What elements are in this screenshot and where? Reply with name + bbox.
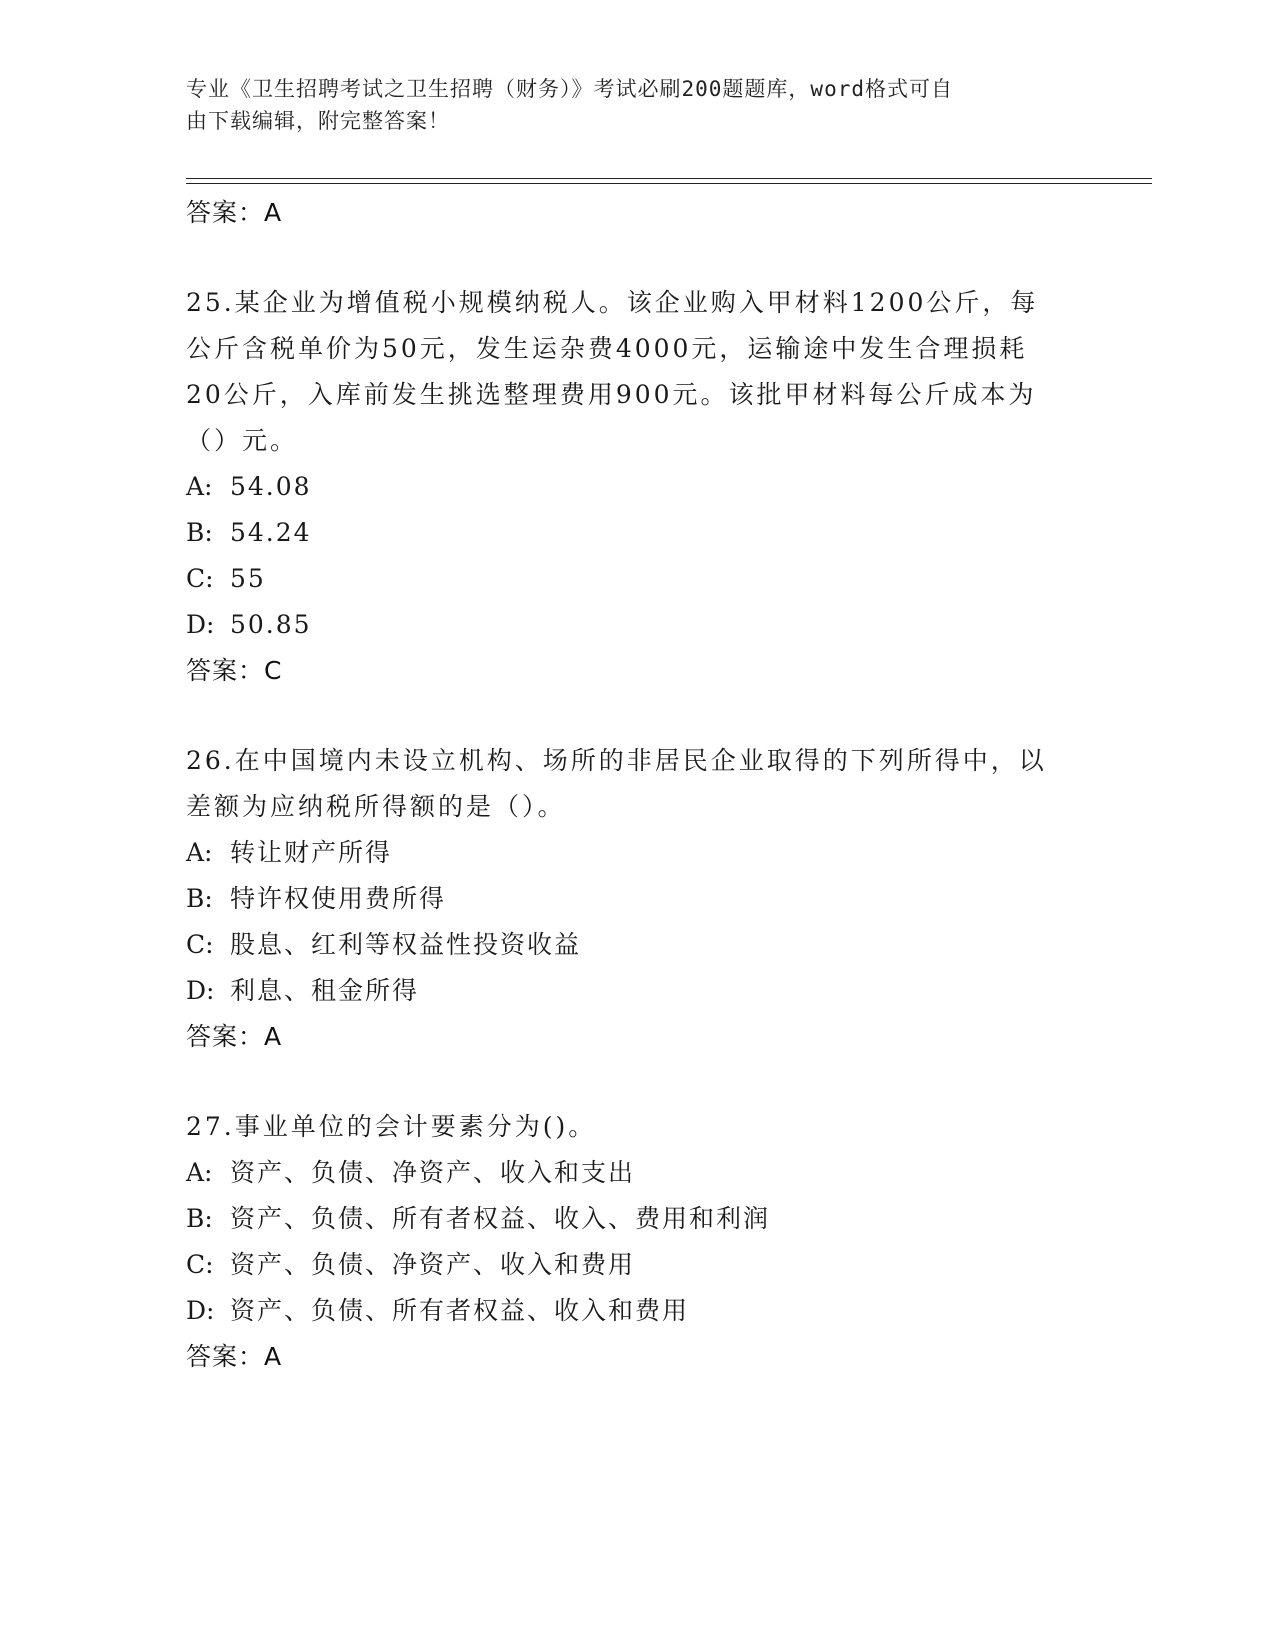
option-key: D: (186, 976, 215, 1005)
option-text: 资产、负债、所有者权益、收入、费用和利润 (230, 1204, 771, 1233)
option-key: B: (186, 1204, 213, 1233)
question-line: 25.某企业为增值税小规模纳税人。该企业购入甲材料1200公斤，每 (186, 288, 1039, 317)
option-c (186, 1242, 1086, 1288)
option-text: 54.08 (230, 472, 312, 501)
question-number: 27. (186, 1112, 235, 1141)
header-divider-bottom (186, 183, 1152, 184)
previous-answer: 答案：A (186, 198, 283, 227)
question-line: 差额为应纳税所得额的是（）。 (186, 792, 566, 821)
page-header (186, 73, 1066, 137)
option-key: D: (186, 1296, 215, 1325)
option-key: B: (186, 884, 213, 913)
option-text: 54.24 (230, 518, 312, 547)
option-c (186, 556, 1086, 602)
option-key: C: (186, 1250, 214, 1279)
question-line: 26.在中国境内未设立机构、场所的非居民企业取得的下列所得中，以 (186, 746, 1047, 775)
option-b (186, 876, 1086, 922)
question-27 (186, 1104, 1086, 1380)
option-b (186, 1196, 1086, 1242)
option-c (186, 922, 1086, 968)
option-text: 特许权使用费所得 (230, 884, 447, 913)
option-d (186, 1288, 1086, 1334)
option-key: C: (186, 564, 214, 593)
option-key: C: (186, 930, 214, 959)
option-text: 资产、负债、所有者权益、收入和费用 (230, 1296, 690, 1325)
option-key: B: (186, 518, 213, 547)
option-a (186, 830, 1086, 876)
option-key: A: (186, 838, 213, 867)
header-divider-top (186, 178, 1152, 179)
option-text: 资产、负债、净资产、收入和费用 (230, 1250, 636, 1279)
question-text (186, 1104, 1086, 1150)
option-text: 股息、红利等权益性投资收益 (230, 930, 582, 959)
option-a (186, 1150, 1086, 1196)
question-26 (186, 738, 1086, 1060)
header-line-2: 由下载编辑，附完整答案！ (186, 109, 450, 133)
option-key: A: (186, 1158, 213, 1187)
header-line-1: 专业《卫生招聘考试之卫生招聘（财务）》考试必刷200题题库，word格式可自 (186, 77, 953, 101)
question-25 (186, 280, 1086, 694)
option-b (186, 510, 1086, 556)
question-line: （）元。 (186, 426, 299, 455)
option-text: 55 (230, 564, 266, 593)
option-key: D: (186, 610, 215, 639)
question-text (186, 280, 1086, 464)
question-number: 26. (186, 746, 235, 775)
answer-line: 答案：A (186, 1342, 283, 1371)
option-d (186, 968, 1086, 1014)
option-text: 利息、租金所得 (230, 976, 420, 1005)
question-line: 20公斤，入库前发生挑选整理费用900元。该批甲材料每公斤成本为 (186, 380, 1037, 409)
question-text (186, 738, 1086, 830)
option-text: 资产、负债、净资产、收入和支出 (230, 1158, 636, 1187)
question-line: 公斤含税单价为50元，发生运杂费4000元，运输途中发生合理损耗 (186, 334, 1028, 363)
option-text: 50.85 (230, 610, 312, 639)
option-a (186, 464, 1086, 510)
option-key: A: (186, 472, 213, 501)
question-line: 27.事业单位的会计要素分为()。 (186, 1112, 597, 1141)
option-text: 转让财产所得 (230, 838, 393, 867)
document-body (186, 190, 1086, 1380)
option-d (186, 602, 1086, 648)
answer-line: 答案：C (186, 656, 283, 685)
question-number: 25. (186, 288, 235, 317)
answer-line: 答案：A (186, 1022, 283, 1051)
